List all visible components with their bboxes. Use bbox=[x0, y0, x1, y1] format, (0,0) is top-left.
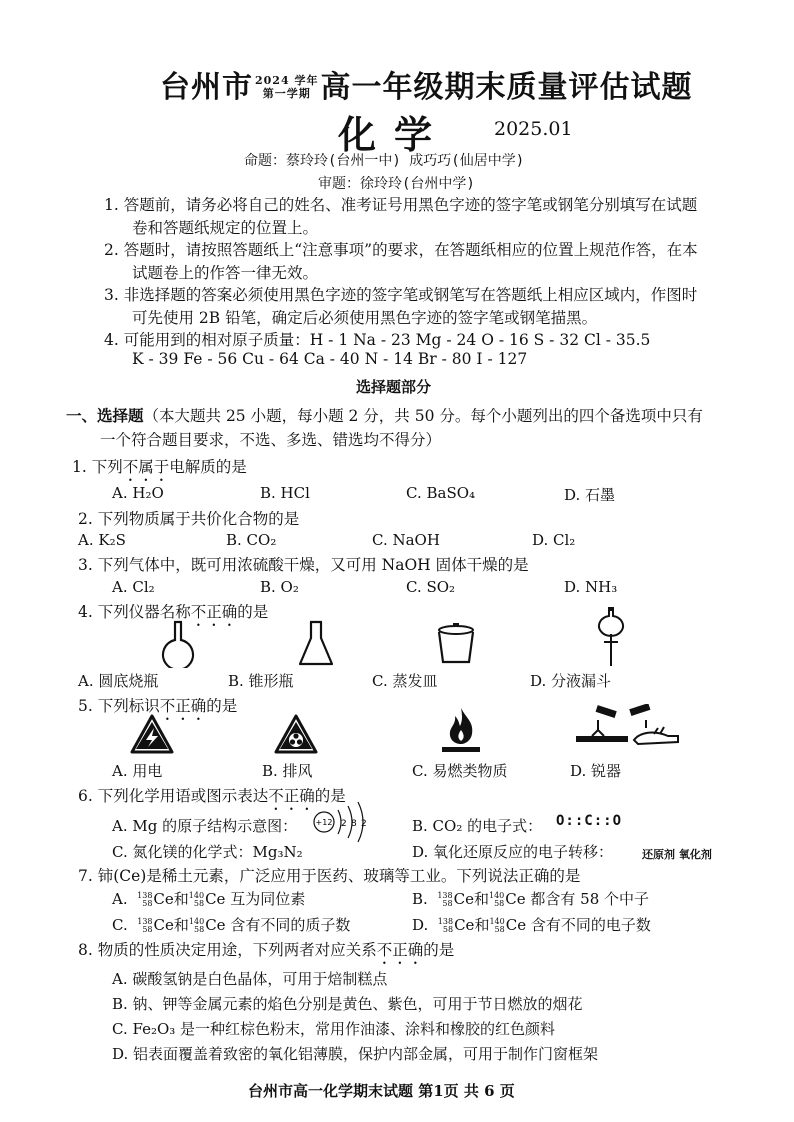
separatory-funnel-icon bbox=[596, 606, 626, 668]
erlenmeyer-flask-icon bbox=[296, 620, 336, 668]
q7-option-b: B. 138 58Ce和140 58Ce 都含有 58 个中子 bbox=[412, 890, 650, 908]
q6-stem-a: 6. 下列化学用语或图示表达 bbox=[78, 787, 269, 805]
note-2a: 2. 答题时，请按照答题纸上“注意事项”的要求，在答题纸相应的位置上规范作答，在本 bbox=[104, 241, 698, 259]
note-3b: 可先使用 2B 铅笔，确定后必须使用黑色字迹的签字笔或钢笔描黑。 bbox=[132, 309, 598, 327]
note-1a: 1. 答题前，请务必将自己的姓名、准考证号用黑色字迹的签字笔或钢笔分别填写在试题 bbox=[104, 196, 698, 214]
q2-option-b: B. CO₂ bbox=[226, 531, 277, 549]
q3-stem: 3. 下列气体中，既可用浓硫酸干燥，又可用 NaOH 固体干燥的是 bbox=[78, 556, 529, 574]
q1-stem bbox=[72, 455, 247, 485]
q4-stem-a: 4. 下列仪器名称 bbox=[78, 603, 191, 621]
q3-option-d: D. NH₃ bbox=[564, 578, 618, 596]
ventilation-fan-icon bbox=[274, 714, 318, 754]
q5-stem-b: 的是 bbox=[206, 697, 238, 715]
q5-option-c: C. 易燃类物质 bbox=[412, 762, 508, 780]
q7-stem: 7. 铈(Ce)是稀土元素，广泛应用于医药、玻璃等工业。下列说法正确的是 bbox=[78, 867, 581, 885]
redox-labels: 还原剂 氧化剂 bbox=[642, 848, 712, 861]
q2-option-d: D. Cl₂ bbox=[532, 531, 576, 549]
q2-option-c: C. NaOH bbox=[372, 531, 440, 549]
q7-option-d: D. 138 58Ce和140 58Ce 含有不同的电子数 bbox=[412, 916, 651, 934]
co2-electron-formula: O::C::O bbox=[556, 813, 623, 829]
subject-title: 化学 bbox=[338, 112, 451, 157]
q8-option-c: C. Fe₂O₃ 是一种红棕色粉末，常用作油漆、涂料和橡胶的红色颜料 bbox=[112, 1020, 556, 1038]
q6-stem-emphasis: 不正确 bbox=[268, 787, 315, 805]
section-title: 选择题部分 bbox=[356, 378, 432, 396]
note-4b: K - 39 Fe - 56 Cu - 64 Ca - 40 N - 14 Br - 80 I - 127 bbox=[132, 350, 528, 368]
note-3a: 3. 非选择题的答案必须使用黑色字迹的签字笔或钢笔写在答题纸上相应区域内，作图时 bbox=[104, 286, 698, 304]
svg-text:2: 2 bbox=[341, 819, 347, 829]
q4-stem-b: 的是 bbox=[237, 603, 269, 621]
q3-option-a: A. Cl₂ bbox=[112, 578, 155, 596]
title-city: 台州市 bbox=[160, 70, 253, 105]
authors-line: 命题：蔡玲玲(台州一中) 成巧巧(仙居中学) bbox=[244, 153, 525, 169]
q8-stem bbox=[78, 938, 454, 968]
q7-option-a: A. 138 58Ce和140 58Ce 互为同位素 bbox=[112, 890, 306, 908]
q5-stem-a: 5. 下列标识 bbox=[78, 697, 160, 715]
q6-option-b: B. CO₂ 的电子式： bbox=[412, 817, 543, 835]
q4-stem-emphasis: 不正确 bbox=[190, 603, 238, 621]
q8-option-d: D. 铝表面覆盖着致密的氧化铝薄膜，保护内部金属，可用于制作门窗框架 bbox=[112, 1045, 599, 1063]
svg-text:2: 2 bbox=[361, 819, 367, 829]
q7-option-c: C. 138 58Ce和140 58Ce 含有不同的质子数 bbox=[112, 916, 351, 934]
q8-option-b: B. 钠、钾等金属元素的焰色分别是黄色、紫色，可用于节日燃放的烟花 bbox=[112, 995, 583, 1013]
q3-option-b: B. O₂ bbox=[260, 578, 299, 596]
part1-head: 一、选择题 bbox=[66, 406, 144, 425]
q4-option-c: C. 蒸发皿 bbox=[372, 672, 438, 690]
note-4a: 4. 可能用到的相对原子质量：H - 1 Na - 23 Mg - 24 O - 16 S - 32 Cl - 35.5 bbox=[104, 331, 651, 349]
q5-stem-emphasis: 不正确 bbox=[159, 697, 207, 715]
corrosive-sharp-icon bbox=[574, 704, 686, 754]
q8-stem-b: 的是 bbox=[423, 941, 455, 959]
q6-option-a: A. Mg 的原子结构示意图： bbox=[112, 817, 298, 835]
svg-text:8: 8 bbox=[351, 819, 357, 829]
term-semester: 第一学期 bbox=[262, 87, 311, 100]
q4-option-a: A. 圆底烧瓶 bbox=[78, 672, 159, 690]
q4-option-b: B. 锥形瓶 bbox=[228, 672, 294, 690]
q5-option-d: D. 锐器 bbox=[570, 762, 622, 780]
q8-stem-emphasis: 不正确 bbox=[376, 941, 424, 959]
mg-atom-structure-diagram bbox=[312, 800, 372, 844]
q2-option-a: A. K₂S bbox=[78, 531, 126, 549]
part1-line1: （本大题共 25 小题，每小题 2 分，共 50 分。每个小题列出的四个备选项中只有 bbox=[143, 407, 703, 425]
part1-instructions bbox=[66, 404, 703, 426]
note-1b: 卷和答题纸规定的位置上。 bbox=[132, 219, 319, 237]
evaporating-dish-icon bbox=[434, 622, 478, 666]
note-2b: 试题卷上的作答一律无效。 bbox=[132, 264, 319, 282]
q5-option-b: B. 排风 bbox=[262, 762, 313, 780]
nucleus-charge: +12 bbox=[315, 818, 333, 827]
q6-option-c: C. 氮化镁的化学式：Mg₃N₂ bbox=[112, 843, 303, 861]
q1-stem-emphasis: 不属于 bbox=[122, 458, 170, 476]
q6-stem-b: 的是 bbox=[314, 787, 346, 805]
page-footer: 台州市高一化学期末试题 第1页 共 6 页 bbox=[248, 1082, 515, 1100]
q1-stem-b: 电解质的是 bbox=[169, 458, 247, 476]
q8-stem-a: 8. 物质的性质决定用途，下列两者对应关系 bbox=[78, 941, 377, 959]
q1-option-d: D. 石墨 bbox=[564, 486, 616, 504]
title-term bbox=[255, 74, 318, 100]
q1-stem-a: 1. 下列 bbox=[72, 458, 123, 476]
q3-option-c: C. SO₂ bbox=[406, 578, 456, 596]
isotope-140: 140 58 bbox=[188, 891, 205, 908]
q5-option-a: A. 用电 bbox=[112, 762, 163, 780]
exam-title bbox=[160, 62, 692, 106]
q8-option-a: A. 碳酸氢钠是白色晶体，可用于焙制糕点 bbox=[112, 970, 388, 988]
q2-stem: 2. 下列物质属于共价化合物的是 bbox=[78, 510, 300, 528]
part1-line2: 一个符合题目要求，不选、多选、错选均不得分） bbox=[100, 431, 442, 449]
isotope-138: 138 58 bbox=[137, 891, 153, 908]
q4-option-d: D. 分液漏斗 bbox=[530, 672, 612, 690]
q1-option-b: B. HCl bbox=[260, 484, 310, 502]
electric-hazard-icon bbox=[130, 714, 174, 754]
term-year: 2024 学年 bbox=[255, 74, 319, 87]
q1-option-a: A. H₂O bbox=[112, 484, 164, 502]
q1-option-c: C. BaSO₄ bbox=[406, 484, 476, 502]
exam-date: 2025.01 bbox=[494, 118, 573, 140]
flammable-flame-icon bbox=[436, 704, 486, 754]
reviewer-line: 审题：徐玲玲(台州中学) bbox=[318, 176, 475, 192]
q6-stem bbox=[78, 784, 346, 814]
title-main: 高一年级期末质量评估试题 bbox=[320, 70, 693, 105]
q6-option-d: D. 氧化还原反应的电子转移： bbox=[412, 843, 614, 861]
round-bottom-flask-icon bbox=[158, 620, 198, 668]
